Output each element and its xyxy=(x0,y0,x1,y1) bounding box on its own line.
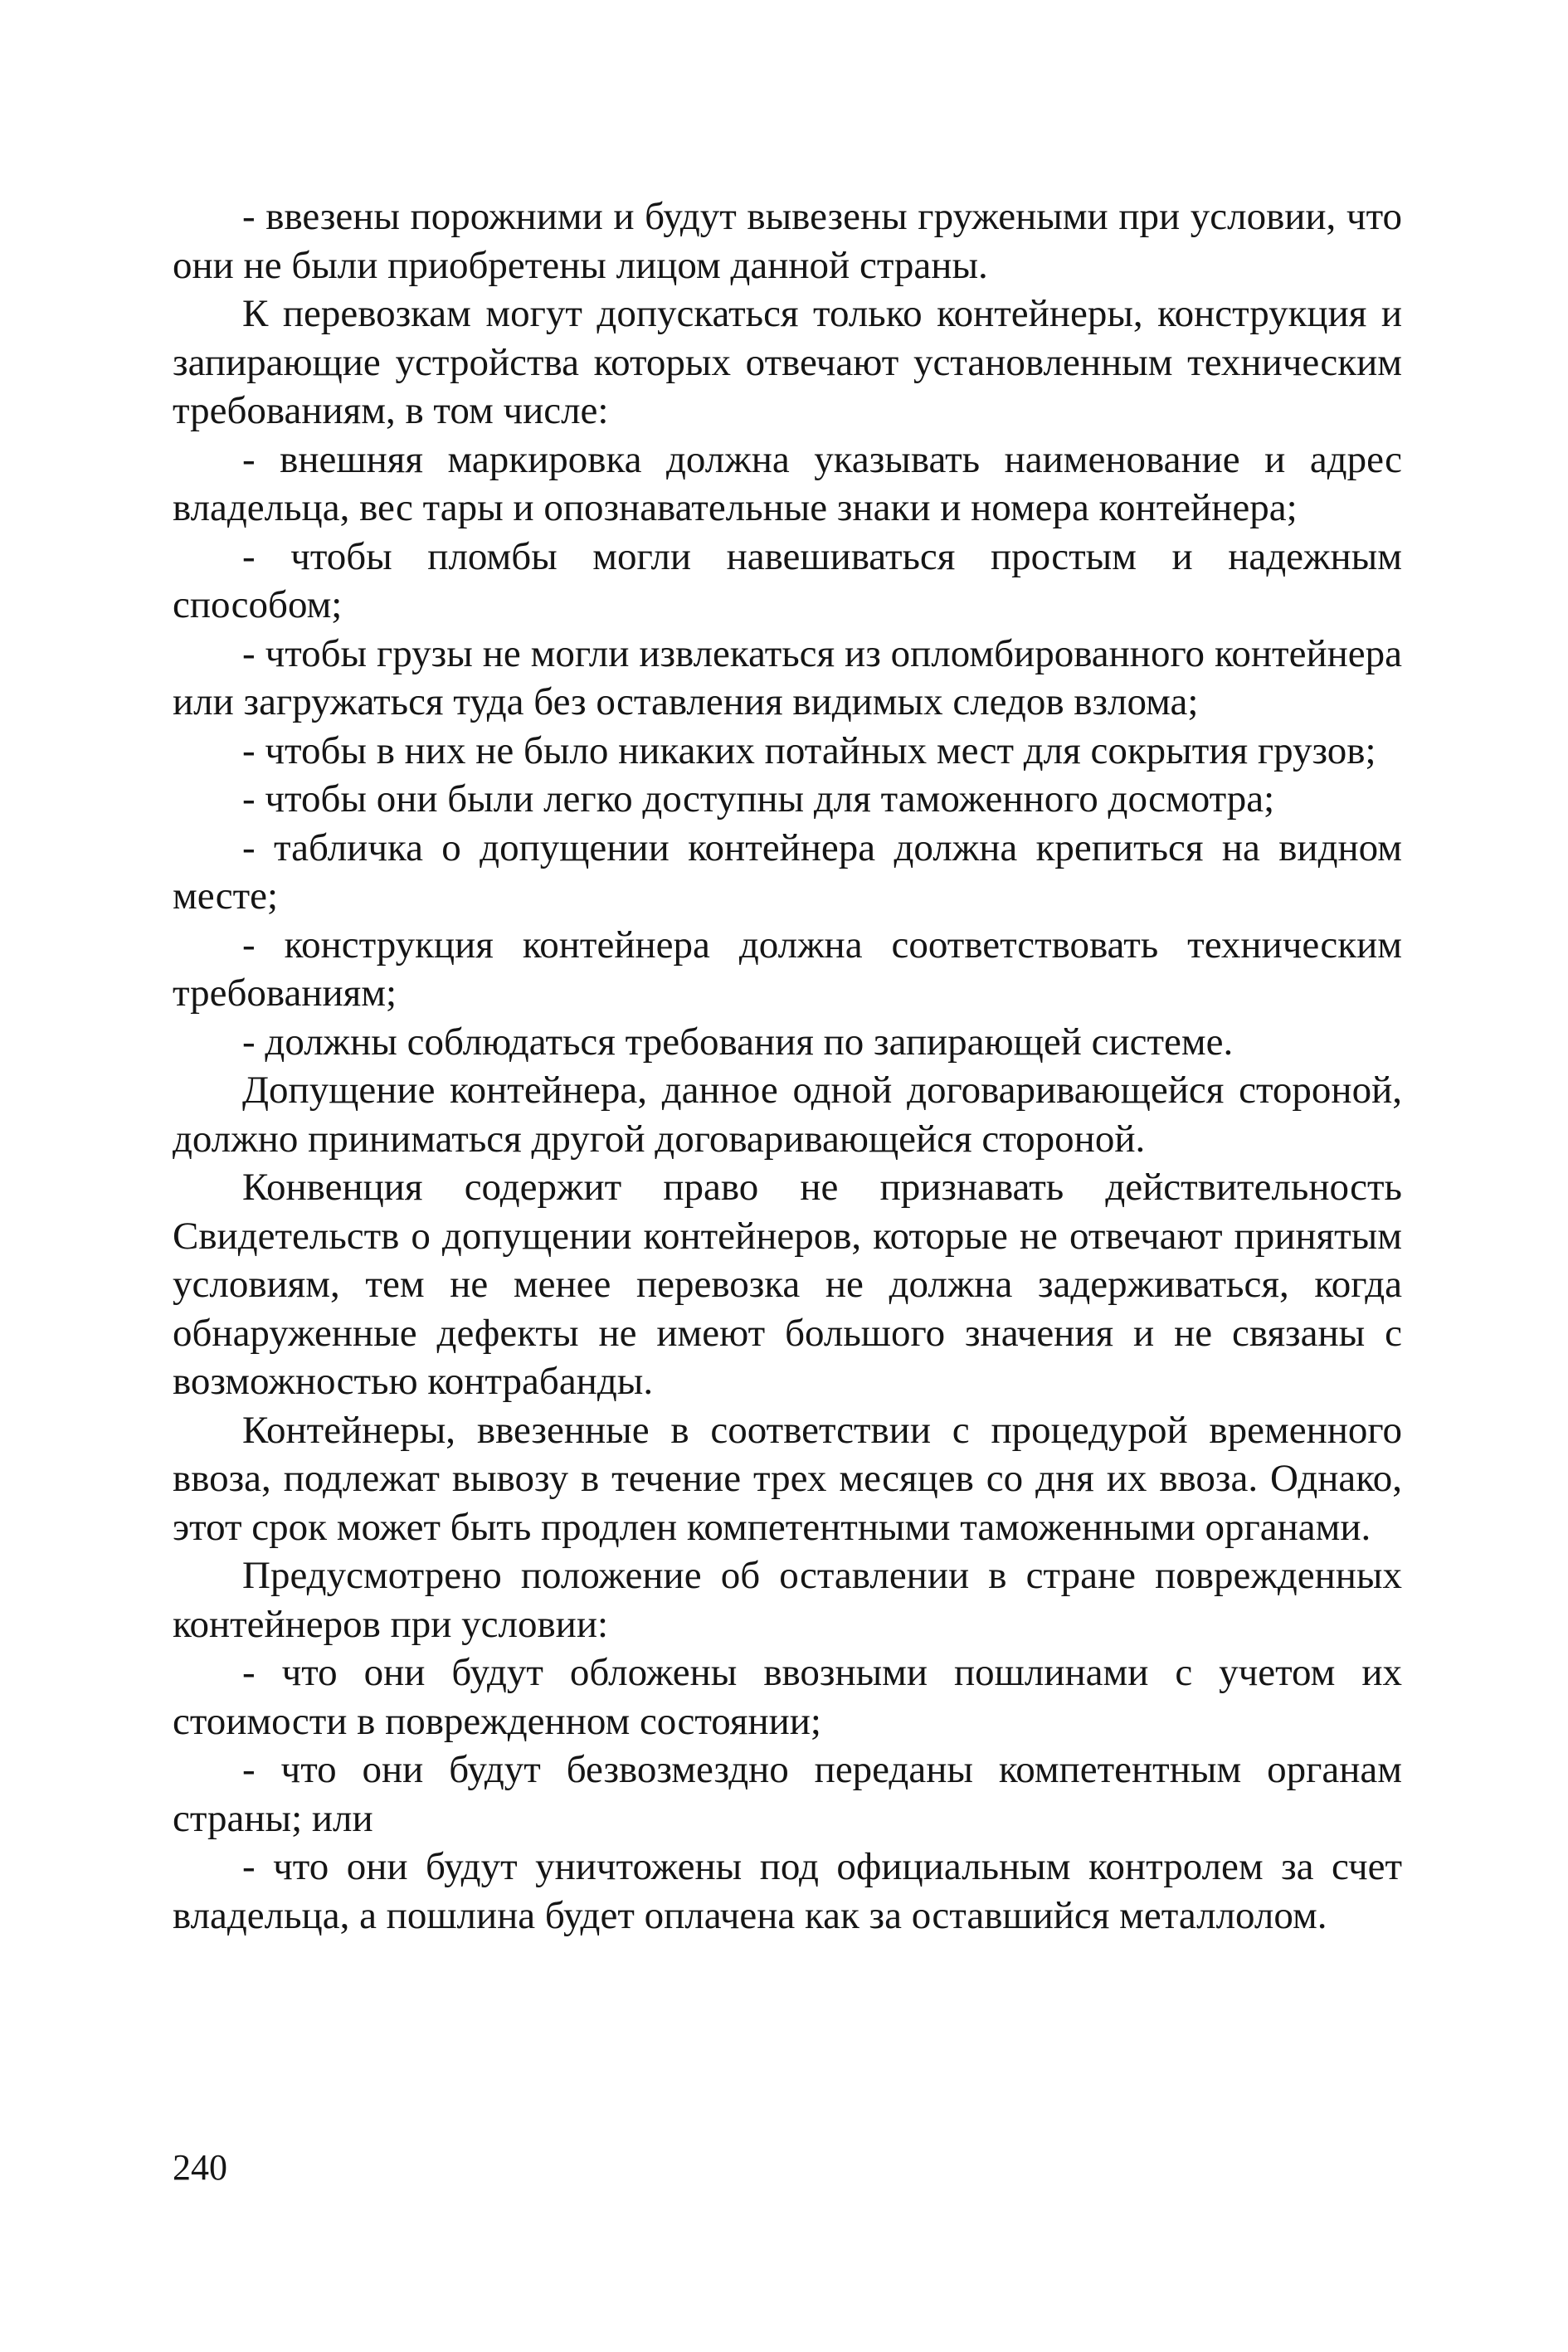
paragraph-2: К перевозкам могут допускаться только контейнеры, конструкция и запирающие устройства которых отвечают установленным техническим требованиям, в том числе: xyxy=(173,292,1402,432)
paragraph-10: - должны соблюдаться требования по запирающей системе. xyxy=(242,1020,1234,1064)
paragraph-17: - что они будут уничтожены под официальным контролем за счет владельца, а пошлина будет оплачена как за оставшийся металлолом. xyxy=(173,1845,1402,1937)
page-body xyxy=(173,192,1402,1940)
paragraph-15: - что они будут обложены ввозными пошлинами с учетом их стоимости в поврежденном состоянии; xyxy=(173,1651,1402,1743)
paragraph-7: - чтобы они были легко доступны для таможенного досмотра; xyxy=(242,777,1275,821)
paragraph-9: - конструкция контейнера должна соответствовать техническим требованиям; xyxy=(173,923,1402,1015)
paragraph-8: - табличка о допущении контейнера должна крепиться на видном месте; xyxy=(173,825,1402,918)
paragraph-1: - ввезены порожними и будут вывезены гружеными при условии, что они не были приобретены лицом данной страны. xyxy=(173,195,1402,287)
paragraph-6: - чтобы в них не было никаких потайных мест для сокрытия грузов; xyxy=(242,728,1376,772)
paragraph-5: - чтобы грузы не могли извлекаться из опломбированного контейнера или загружаться туда без оставления видимых следов взлома; xyxy=(173,631,1402,723)
paragraph-11: Допущение контейнера, данное одной договаривающейся стороной, должно приниматься другой договаривающейся стороной. xyxy=(173,1069,1402,1161)
paragraph-3: - внешняя маркировка должна указывать наименование и адрес владельца, вес тары и опознавательные знаки и номера контейнера; xyxy=(173,437,1402,529)
paragraph-13: Контейнеры, ввезенные в соответствии с процедурой временного ввоза, подлежат вывозу в течение трех месяцев со дня их ввоза. Однако, этот срок может быть продлен компетентными таможенными органами. xyxy=(173,1408,1402,1549)
paragraph-4: - чтобы пломбы могли навешиваться простым и надежным способом; xyxy=(173,534,1402,626)
page-number: 240 xyxy=(173,2147,227,2188)
paragraph-12: Конвенция содержит право не признавать действительность Свидетельств о допущении контейнеров, которые не отвечают принятым условиям, тем не менее перевозка не должна задерживаться, когда обнаруженные дефекты не имеют большого значения и не связаны с возможностью контрабанды. xyxy=(173,1166,1402,1403)
paragraph-14: Предусмотрено положение об оставлении в стране поврежденных контейнеров при условии: xyxy=(173,1554,1402,1646)
paragraph-16: - что они будут безвозмездно переданы компетентным органам страны; или xyxy=(173,1748,1402,1840)
